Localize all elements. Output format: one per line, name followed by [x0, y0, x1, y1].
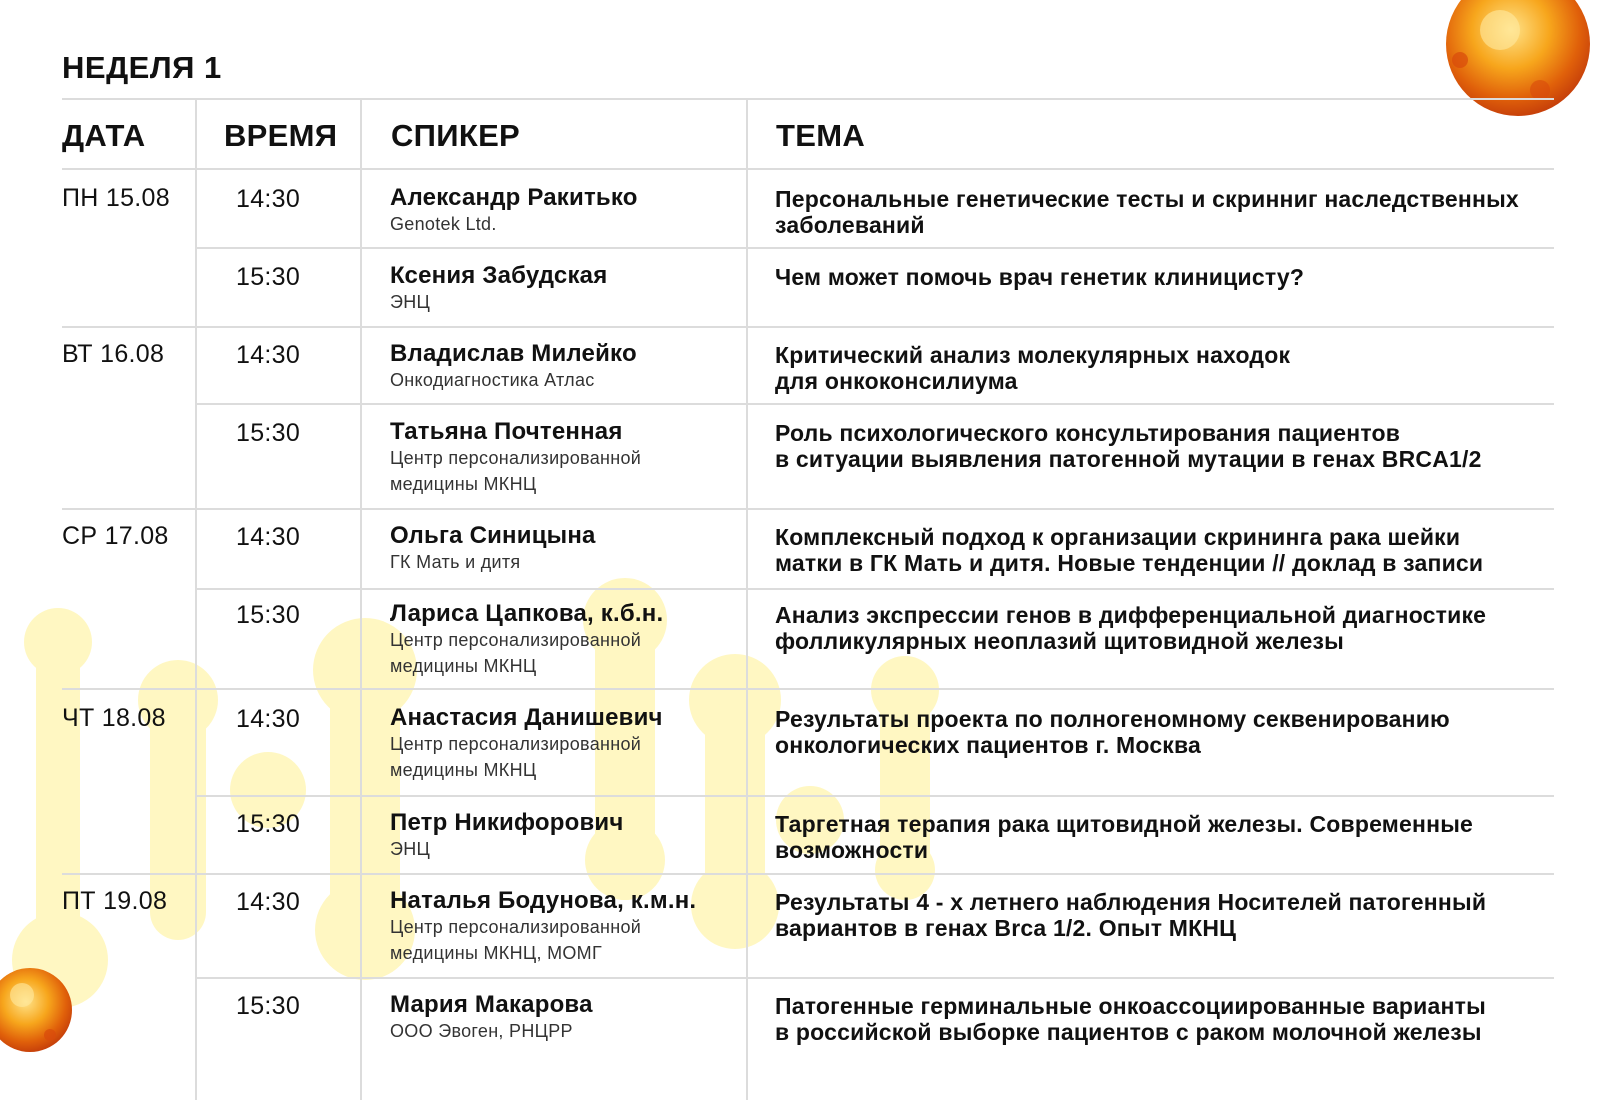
- header-topic: ТЕМА: [776, 118, 866, 153]
- day-label: ЧТ 18.08: [62, 704, 166, 732]
- topic-line: возможности: [775, 837, 929, 863]
- day-divider: [62, 688, 1554, 690]
- header-time: ВРЕМЯ: [224, 118, 338, 153]
- row-divider: [197, 588, 1554, 590]
- row-divider: [197, 977, 1554, 979]
- speaker-org: ЭНЦ: [390, 292, 431, 312]
- topic-line: Анализ экспрессии генов в дифференциальной диагностике: [775, 602, 1487, 628]
- header-bottom-line: [62, 168, 1554, 170]
- speaker-name: Наталья Бодунова, к.м.н.: [390, 887, 697, 914]
- column-divider: [195, 100, 197, 1100]
- topic-line: в российской выборке пациентов с раком молочной железы: [775, 1019, 1482, 1045]
- speaker-name: Мария Макарова: [390, 991, 593, 1018]
- session-time: 15:30: [236, 810, 301, 838]
- day-label: ПН 15.08: [62, 184, 170, 212]
- topic-cell: [775, 706, 1575, 758]
- speaker-org: медицины МКНЦ, МОМГ: [390, 943, 603, 963]
- speaker-name: Владислав Милейко: [390, 340, 637, 367]
- topic-line: Критический анализ молекулярных находок: [775, 342, 1291, 368]
- column-divider: [360, 100, 362, 1100]
- week-title: НЕДЕЛЯ 1: [62, 50, 222, 85]
- topic-cell: [775, 342, 1575, 394]
- topic-cell: [775, 420, 1575, 472]
- speaker-org: Центр персонализированной: [390, 734, 642, 754]
- session-time: 14:30: [236, 888, 301, 916]
- speaker-cell: [390, 601, 720, 679]
- speaker-org: медицины МКНЦ: [390, 760, 537, 780]
- session-time: 14:30: [236, 185, 301, 213]
- speaker-org: Онкодиагностика Атлас: [390, 370, 595, 390]
- topic-line: Роль психологического консультирования пациентов: [775, 420, 1401, 446]
- topic-line: для онкоконсилиума: [775, 368, 1018, 394]
- speaker-name: Александр Ракитько: [390, 184, 638, 211]
- speaker-cell: [390, 992, 720, 1044]
- speaker-org: медицины МКНЦ: [390, 474, 537, 494]
- header-date: ДАТА: [62, 118, 146, 153]
- session-time: 15:30: [236, 419, 301, 447]
- topic-cell: [775, 264, 1575, 290]
- row-divider: [197, 403, 1554, 405]
- topic-line: Результаты 4 - х летнего наблюдения Носителей патогенный: [775, 889, 1487, 915]
- speaker-org: Центр персонализированной: [390, 630, 642, 650]
- topic-line: Таргетная терапия рака щитовидной железы. Современные: [775, 811, 1474, 837]
- session-time: 15:30: [236, 601, 301, 629]
- topic-line: Результаты проекта по полногеномному секвенированию: [775, 706, 1450, 732]
- session-time: 14:30: [236, 341, 301, 369]
- speaker-name: Лариса Цапкова, к.б.н.: [390, 600, 664, 627]
- speaker-org: Genotek Ltd.: [390, 214, 497, 234]
- topic-cell: [775, 186, 1575, 238]
- topic-line: матки в ГК Мать и дитя. Новые тенденции // доклад в записи: [775, 550, 1484, 576]
- speaker-name: Анастасия Данишевич: [390, 704, 663, 731]
- day-divider: [62, 508, 1554, 510]
- speaker-cell: [390, 419, 720, 497]
- topic-line: вариантов в генах Brca 1/2. Опыт МКНЦ: [775, 915, 1237, 941]
- topic-line: Персональные генетические тесты и скринниг наследственных: [775, 186, 1519, 212]
- topic-line: заболеваний: [775, 212, 925, 238]
- speaker-cell: [390, 705, 720, 783]
- topic-line: Комплексный подход к организации скрининга рака шейки: [775, 524, 1461, 550]
- topic-cell: [775, 889, 1575, 941]
- topic-line: Патогенные герминальные онкоассоциированные варианты: [775, 993, 1486, 1019]
- speaker-name: Ольга Синицына: [390, 522, 596, 549]
- topic-cell: [775, 993, 1575, 1045]
- column-divider: [746, 100, 748, 1100]
- day-divider: [62, 326, 1554, 328]
- speaker-cell: [390, 523, 720, 575]
- speaker-org: медицины МКНЦ: [390, 656, 537, 676]
- topic-line: онкологических пациентов г. Москва: [775, 732, 1202, 758]
- day-label: ВТ 16.08: [62, 340, 165, 368]
- topic-line: фолликулярных неоплазий щитовидной железы: [775, 628, 1344, 654]
- speaker-org: Центр персонализированной: [390, 448, 642, 468]
- speaker-cell: [390, 888, 720, 966]
- session-time: 15:30: [236, 263, 301, 291]
- day-label: ПТ 19.08: [62, 887, 168, 915]
- topic-cell: [775, 524, 1575, 576]
- speaker-org: ООО Эвоген, РНЦРР: [390, 1021, 573, 1041]
- session-time: 14:30: [236, 523, 301, 551]
- topic-line: Чем может помочь врач генетик клиницисту?: [775, 264, 1305, 290]
- topic-cell: [775, 811, 1575, 863]
- session-time: 15:30: [236, 992, 301, 1020]
- speaker-cell: [390, 263, 720, 315]
- speaker-name: Ксения Забудская: [390, 262, 608, 289]
- session-time: 14:30: [236, 705, 301, 733]
- speaker-cell: [390, 185, 720, 237]
- speaker-org: ГК Мать и дитя: [390, 552, 521, 572]
- speaker-cell: [390, 341, 720, 393]
- day-divider: [62, 873, 1554, 875]
- speaker-cell: [390, 810, 720, 862]
- header-top-line: [62, 98, 1554, 100]
- topic-cell: [775, 602, 1575, 654]
- row-divider: [197, 795, 1554, 797]
- speaker-name: Петр Никифорович: [390, 809, 624, 836]
- header-speaker: СПИКЕР: [391, 118, 521, 153]
- speaker-org: ЭНЦ: [390, 839, 431, 859]
- topic-line: в ситуации выявления патогенной мутации в генах BRCA1/2: [775, 446, 1482, 472]
- row-divider: [197, 247, 1554, 249]
- speaker-org: Центр персонализированной: [390, 917, 642, 937]
- day-label: СР 17.08: [62, 522, 169, 550]
- speaker-name: Татьяна Почтенная: [390, 418, 623, 445]
